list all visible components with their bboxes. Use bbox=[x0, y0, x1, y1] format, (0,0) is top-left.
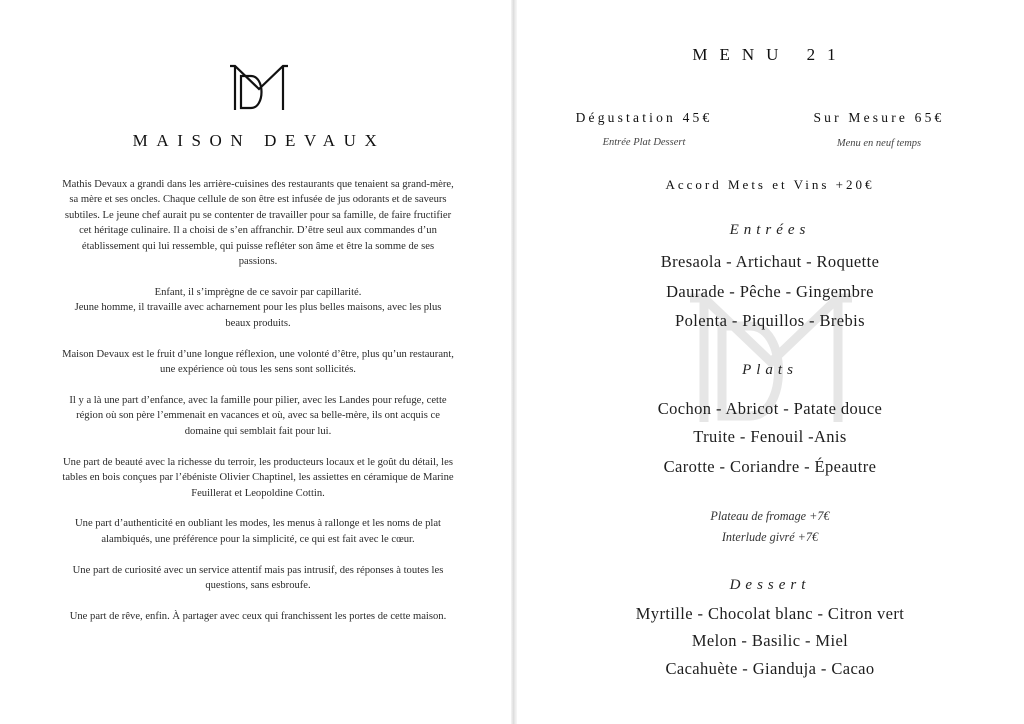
section-title-entrees: Entrées bbox=[729, 222, 811, 238]
story-paragraph: Une part de curiosité avec un service attentif mais pas intrusif, des réponses à toutes les questions, sans esbroufe. bbox=[72, 564, 444, 592]
offer-degustation-detail: Entrée Plat Dessert bbox=[602, 137, 686, 148]
story-paragraph: Une part de beauté avec la richesse du terroir, les producteurs locaux et le goût du détail, les tables en bois conçues par l’ébéniste Olivier Chaptinel, les assiettes en céramique de Marine Feuillerat et Leopoldine Cottin. bbox=[62, 456, 454, 499]
story-text bbox=[62, 177, 454, 640]
brand-name: MAISON DEVAUX bbox=[132, 131, 386, 150]
offer-sur-mesure: Sur Mesure 65€ bbox=[813, 110, 945, 125]
dish-item: Myrtille - Chocolat blanc - Citron vert bbox=[635, 604, 905, 623]
story-paragraph: Mathis Devaux a grandi dans les arrière-cuisines des restaurants que tenaient sa grand-mère, sa mère et ses oncles. Chaque cellule de son être est infusée de jus odorants et de saveurs subtiles. Le jeune chef aurait pu se contenter de travailler pour sa famille, de faire fructifier cet héritage culinaire. Il a choisi de s’en affranchir. D’être seul aux commandes d’un établissement qui lui ressemble, qui puisse refléter son âme et être la somme de ses passions. bbox=[62, 179, 454, 268]
offer-sur-mesure-detail: Menu en neuf temps bbox=[836, 138, 922, 149]
dish-item: Truite - Fenouil -Anis bbox=[693, 427, 847, 446]
menu-title: MENU 21 bbox=[692, 45, 848, 64]
story-paragraph: Maison Devaux est le fruit d’une longue réflexion, une volonté d’être, plus qu’un restaurant, une expérience où tous les sens sont sollicités. bbox=[62, 348, 454, 376]
wine-pairing: Accord Mets et Vins +20€ bbox=[665, 177, 875, 192]
dish-item: Melon - Basilic - Miel bbox=[691, 631, 849, 650]
dish-item: Bresaola - Artichaut - Roquette bbox=[660, 252, 880, 271]
right-page bbox=[516, 0, 1024, 724]
dish-item: Carotte - Coriandre - Épeautre bbox=[663, 457, 877, 476]
story-paragraph: Une part d’authenticité en oubliant les modes, les menus à rallonge et les noms de plat alambiqués, une préférence pour la simplicité, ce qui est fait avec le cœur. bbox=[75, 518, 441, 545]
section-title-dessert: Dessert bbox=[729, 577, 811, 593]
dish-item: Daurade - Pêche - Gingembre bbox=[666, 282, 874, 301]
story-paragraph: Enfant, il s’imprègne de ce savoir par capillarité. Jeune homme, il travaille avec acharnement pour les plus belles maisons, avec les plus beaux produits. bbox=[74, 286, 442, 329]
section-title-plats: Plats bbox=[742, 362, 798, 378]
extra-item-cheese: Plateau de fromage +7€ bbox=[710, 509, 830, 523]
maison-devaux-monogram-logo bbox=[229, 63, 289, 113]
dish-item: Cochon - Abricot - Patate douce bbox=[657, 399, 883, 418]
story-paragraph: Il y a là une part d’enfance, avec la famille pour pilier, avec les Landes pour refuge, cette région où son père l’emmenait en vacances et où, avec sa belle-mère, ils ont acquis ce domaine qui semblait fait pour lui. bbox=[69, 394, 447, 437]
story-paragraph: Une part de rêve, enfin. À partager avec ceux qui franchissent les portes de cette maison. bbox=[69, 611, 447, 623]
offer-degustation: Dégustation 45€ bbox=[575, 110, 713, 125]
dish-item: Polenta - Piquillos - Brebis bbox=[675, 311, 865, 330]
dish-item: Cacahuète - Gianduja - Cacao bbox=[665, 659, 875, 678]
extra-item-interlude: Interlude givré +7€ bbox=[721, 530, 819, 544]
